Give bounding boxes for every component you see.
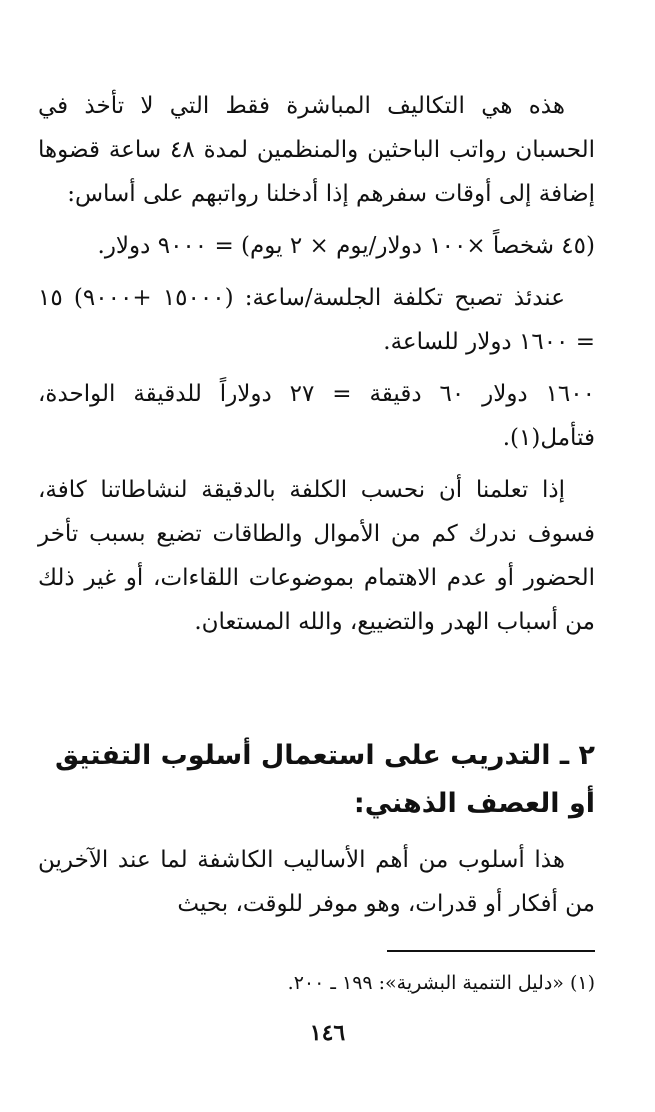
- page-number: ١٤٦: [309, 1020, 346, 1046]
- section-heading: ٢ ـ التدريب على استعمال أسلوب التفتيق أو العصف الذهني:: [54, 740, 595, 819]
- paragraph-brainstorm-intro: هذا أسلوب من أهم الأساليب الكاشفة لما عند الآخرين من أفكار أو قدرات، وهو موفر للوقت، بحيث: [38, 847, 595, 917]
- body-text-upper: [38, 84, 595, 644]
- paragraph-salary-calc: (٤٥ شخصاً ×١٠٠ دولار/يوم × ٢ يوم) = ٩٠٠٠ دولار.: [97, 233, 595, 259]
- footnote-divider: [387, 950, 595, 952]
- paragraph-minute-cost: ١٦٠٠ دولار ٦٠ دقيقة = ٢٧ دولاراً للدقيقة الواحدة، فتأمل(١).: [38, 381, 595, 451]
- body-text-lower: [38, 838, 595, 926]
- footnote: (١) «دليل التنمية البشرية»: ١٩٩ ـ ٢٠٠.: [287, 972, 595, 994]
- paragraph-direct-costs: هذه هي التكاليف المباشرة فقط التي لا تأخذ في الحسبان رواتب الباحثين والمنظمين لمدة ٤٨ ساعة قضوها إضافة إلى أوقات سفرهم إذا أدخلنا رواتبهم على أساس:: [38, 93, 596, 207]
- paragraph-session-cost: عندئذ تصبح تكلفة الجلسة/ساعة: (١٥٠٠٠ +٩٠٠٠) ١٥ = ١٦٠٠ دولار للساعة.: [38, 285, 595, 355]
- paragraph-conclusion: إذا تعلمنا أن نحسب الكلفة بالدقيقة لنشاطاتنا كافة، فسوف ندرك كم من الأموال والطاقات تضيع بسبب تأخر الحضور أو عدم الاهتمام بموضوعات اللقاءات، أو غير ذلك من أسباب الهدر والتضييع، والله المستعان.: [38, 477, 595, 635]
